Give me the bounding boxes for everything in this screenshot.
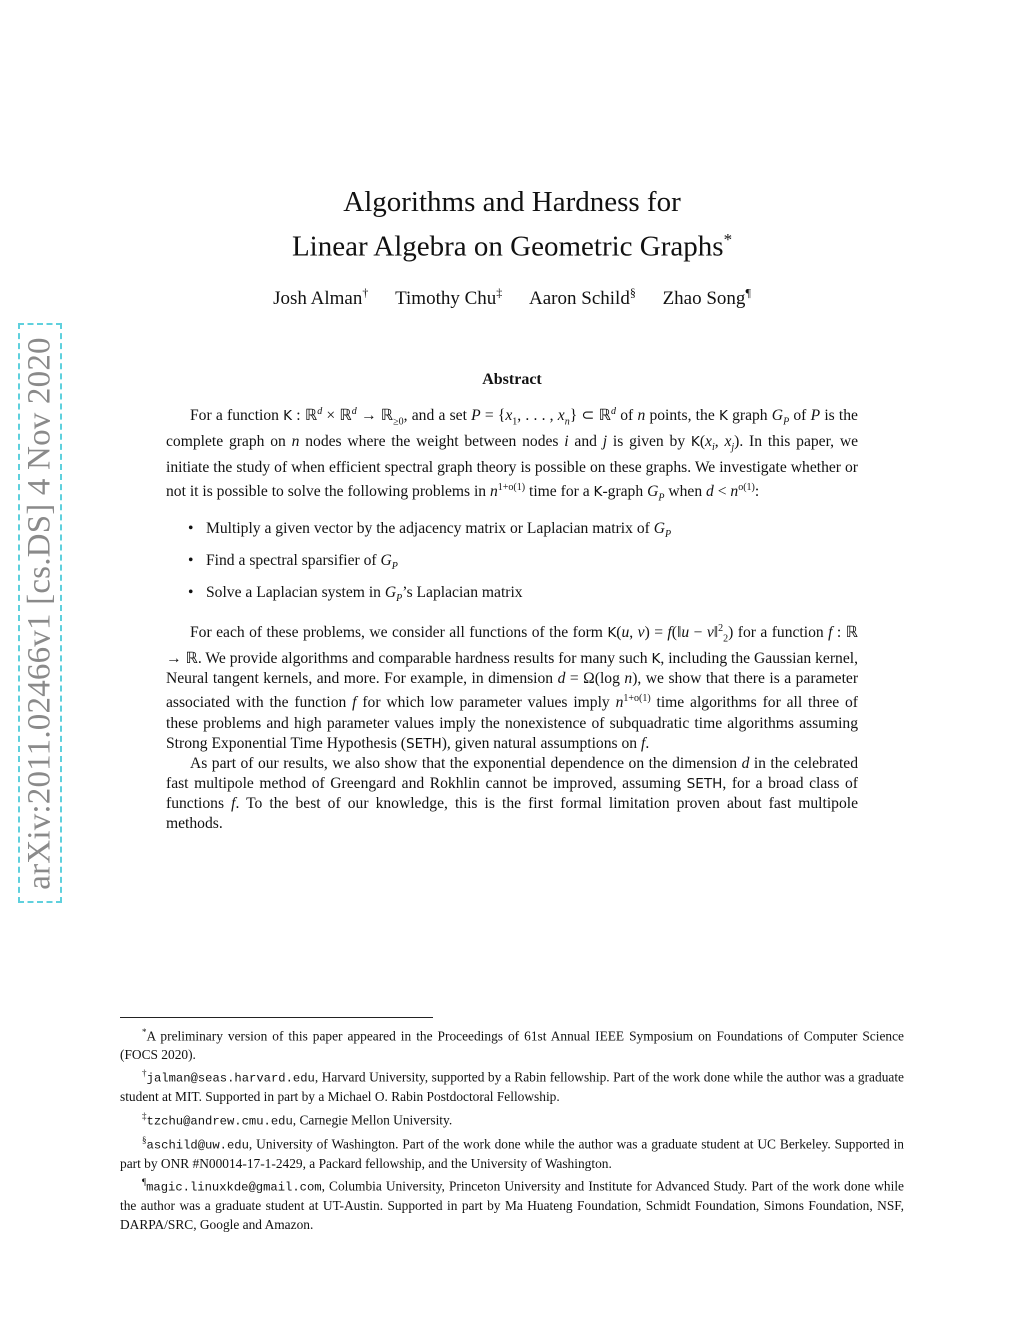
author-list bbox=[150, 281, 874, 311]
footnote-schild: §aschild@uw.edu, University of Washington. Part of the work done while the author was a graduate student at UC Berkeley. Supported in part by ONR #N00014-17-1-2429, a Packard fellowship, and the University of Washington. bbox=[120, 1134, 904, 1171]
arxiv-id: arXiv:2011.02466v1 [cs.DS] 4 Nov 2020 bbox=[21, 336, 58, 890]
email-link[interactable]: aschild@uw.edu bbox=[146, 1138, 249, 1153]
footnote-alman: †jalman@seas.harvard.edu, Harvard University, supported by a Rabin fellowship. Part of the work done while the author was a graduate student at MIT. Supported in part by a Michael O. Rabin Postdoctoral Fellowship. bbox=[120, 1068, 904, 1105]
list-item: • Solve a Laplacian system in $G_P’s$ Laplacian matrix bbox=[188, 583, 523, 605]
author-zhao-song: Zhao Song¶ bbox=[662, 286, 751, 310]
footnotes bbox=[120, 1023, 904, 1234]
footnote-song: ¶magic.linuxkde@gmail.com, Columbia University, Princeton University and Institute for Advanced Study. Part of the work done while the author was a graduate student at UT-Austin. Supported in part by Ma Huateng Foundation, Schmidt Foundation, Simons Foundation, NSF, DARPA/SRC, Google and Amazon. bbox=[120, 1177, 904, 1232]
abstract-paragraph-1: For a function K : ℝ$^d$ × ℝ$^d$ → ℝ$_{\ge 0}$, and a set $P = \{x_1$, . . . , $x_n$} ⊂ ℝ$^d$ of n points, the K graph $G_P$ of P is the complete graph on n nodes where the weight between nodes i and j is given by $K(x_i$, $x_j$). In this paper, we initiate the study of when efficient spectral graph theory is possible on these graphs. We investigate whether or not it is possible to solve the following problems in $n^{1+o(1)}$ time for a K-graph $G_P$ when $d < n^{o(1)}$: bbox=[166, 406, 859, 504]
paper-title bbox=[150, 184, 874, 266]
email-link[interactable]: magic.linuxkde@gmail.com bbox=[146, 1180, 322, 1195]
footnote-focs: *A preliminary version of this paper appeared in the Proceedings of 61st Annual IEEE Symposium on Foundations of Computer Science (FOCS 2020). bbox=[120, 1027, 904, 1062]
title-line-2: Linear Algebra on Geometric Graphs* bbox=[291, 230, 733, 263]
abstract-paragraph-3: As part of our results, we also show that the exponential dependence on the dimension d in the celebrated fast multipole method of Greengard and Rokhlin cannot be improved, assuming SETH, for a broad class of functions f. To the best of our knowledge, this is the first formal limitation proven about fast multipole methods. bbox=[166, 754, 858, 832]
author-aaron-schild: Aaron Schild§ bbox=[529, 286, 636, 310]
title-line-1: Algorithms and Hardness for bbox=[343, 186, 681, 218]
author-josh-alman: Josh Alman† bbox=[273, 286, 369, 310]
abstract-heading: Abstract bbox=[482, 371, 542, 388]
arxiv-stamp[interactable] bbox=[18, 323, 62, 903]
abstract-paragraph-2: For each of these problems, we consider all functions of the form K(u, v) = f(‖u − v‖$^2_2$) for a function f : ℝ → ℝ. We provide algorithms and comparable hardness results for many such K, including the Gaussian kernel, Neural tangent kernels, and more. For example, in dimension d = Ω(log n), we show that there is a parameter associated with the function f for which low parameter values imply $n^{1+o(1)}$ time algorithms for all three of these problems and high parameter values imply the nonexistence of subquadratic time algorithms assuming Strong Exponential Time Hypothesis (SETH), given natural assumptions on f. bbox=[166, 623, 859, 752]
footnote-divider bbox=[120, 1017, 433, 1018]
title-footnote-mark: * bbox=[723, 230, 733, 249]
list-item: • Multiply a given vector by the adjacency matrix or Laplacian matrix of $G_P$ bbox=[188, 519, 672, 540]
footnote-chu: ‡tzchu@andrew.cmu.edu, Carnegie Mellon University. bbox=[142, 1110, 453, 1129]
list-item: • Find a spectral sparsifier of $G_P$ bbox=[188, 551, 398, 572]
author-timothy-chu: Timothy Chu‡ bbox=[395, 286, 503, 310]
email-link[interactable]: jalman@seas.harvard.edu bbox=[146, 1071, 315, 1086]
email-link[interactable]: tzchu@andrew.cmu.edu bbox=[146, 1114, 293, 1129]
abstract-body bbox=[166, 402, 858, 834]
problem-list bbox=[166, 519, 858, 609]
